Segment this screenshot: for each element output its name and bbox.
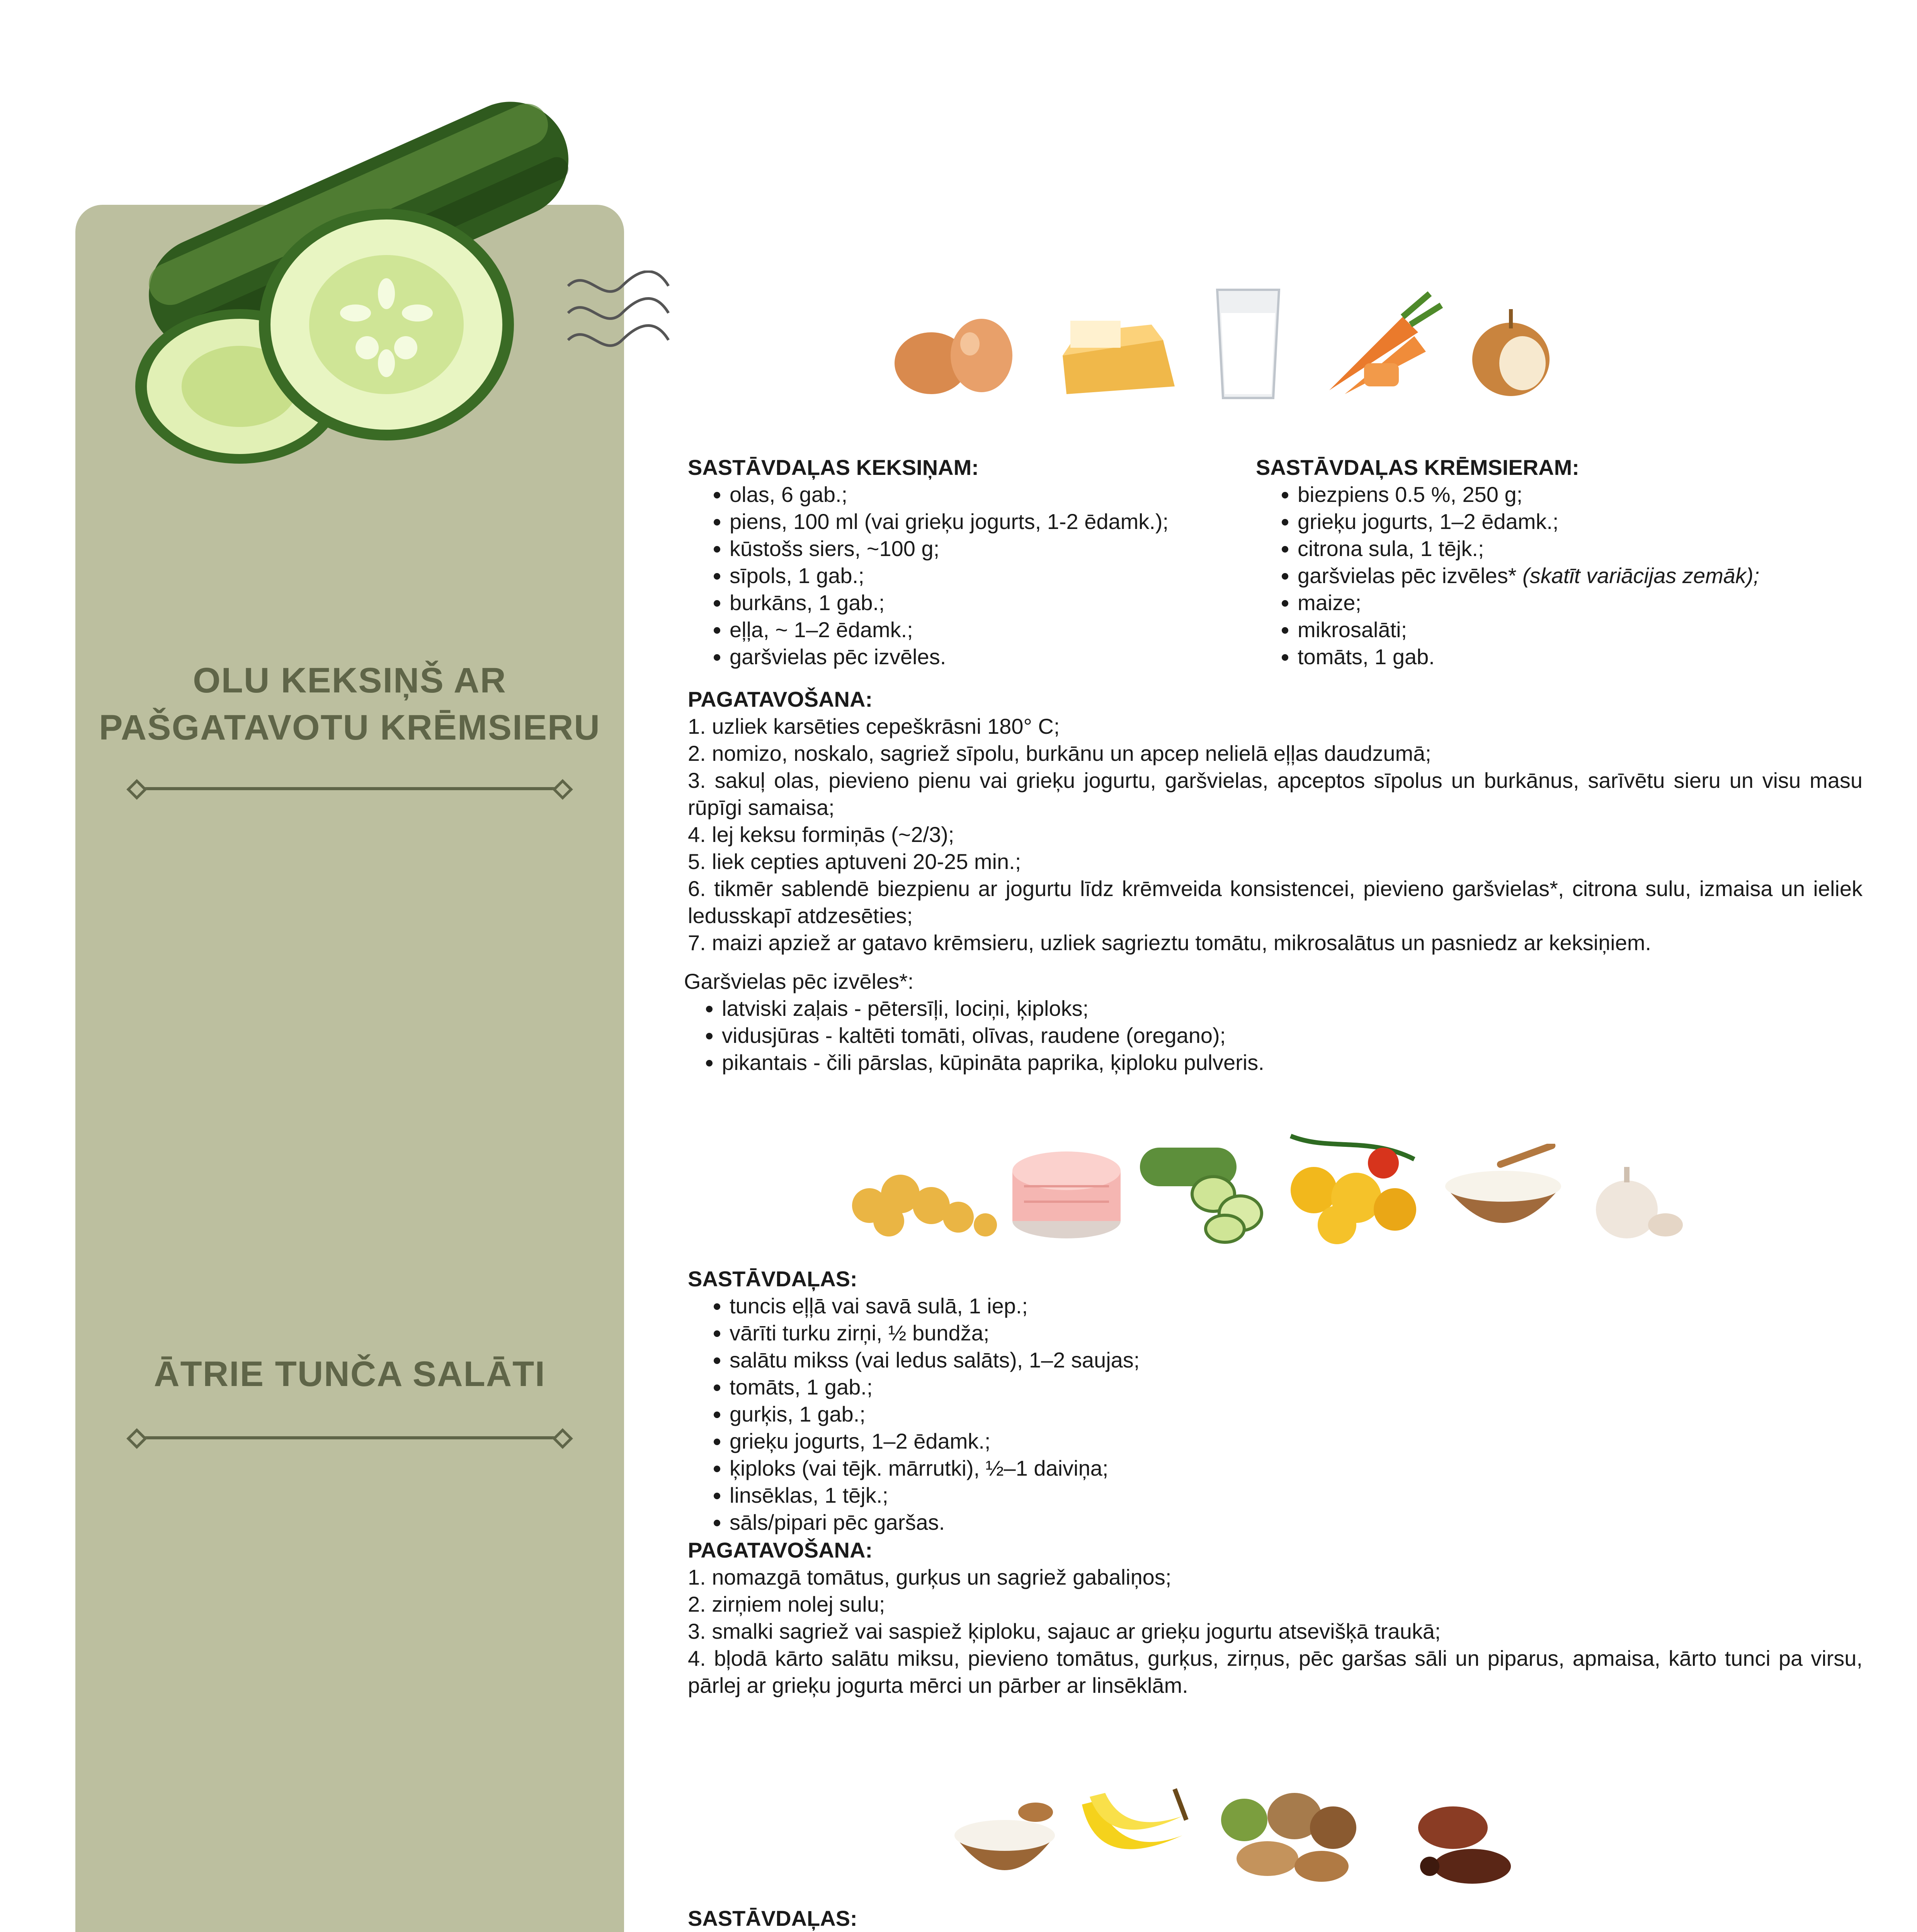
eggs-icon (889, 305, 1020, 398)
yogurt-bowl-icon (1437, 1144, 1569, 1244)
tunca-ingredients (688, 1265, 1863, 1699)
tunca-ingredient-list (688, 1293, 1863, 1536)
list-item: • tomāts, 1 gab. (1298, 643, 1893, 670)
prep-step: 7. maizi apziež ar gatavo krēmsieru, uzliek sagrieztu tomātu, mikrosalātus un pasniedz ar keksiņiem. (688, 930, 1652, 955)
keksins-ingredient-icons (889, 282, 1584, 406)
keksins-title (75, 657, 624, 751)
spice-variations (684, 968, 1859, 1076)
cream-spices: garšvielas pēc izvēles* (1298, 563, 1517, 588)
prep-step: 1. nomazgā tomātus, gurķus un sagriež gabaliņos; (688, 1565, 1172, 1589)
nuts-icon (1209, 1781, 1372, 1889)
chickpeas-icon (842, 1151, 1005, 1240)
flour-bowl-icon (947, 1789, 1063, 1886)
keksins-title-line2: PAŠGATAVOTU KRĒMSIERU (99, 708, 600, 747)
list-item: • burkāns, 1 gab.; (730, 589, 1248, 616)
bananas-icon (1074, 1774, 1190, 1882)
prep-step: 4. lej keksu formiņās (~2/3); (688, 822, 954, 847)
wave-lines-decoration (564, 270, 672, 371)
keksins-ingredients-head: SASTĀVDAĻAS KEKSIŅAM: (688, 455, 979, 480)
list-item: • sāls/pipari pēc garšas. (730, 1509, 1863, 1536)
prep-step: 3. sakuļ olas, pievieno pienu vai grieķu jogurtu, garšvielas, apceptos sīpolus un burkānus, sarīvētu sieru un visu masu rūpīgi samaisa; (688, 768, 1863, 820)
list-item: • piens, 100 ml (vai grieķu jogurts, 1-2 ēdamk.); (730, 508, 1248, 535)
keksins-ingredient-list (688, 481, 1248, 670)
prep-step: 4. bļodā kārto salātu miksu, pievieno tomātus, gurķus, zirņus, pēc garšas sāli un piparus, apmaisa, kārto tunci pa virsu, pārlej ar grieķu jogurta mērci un pārber ar linsēklām. (688, 1646, 1863, 1697)
prep-step: 2. nomizo, noskalo, sagriež sīpolu, burkānu un apcep nelielā eļļas daudzumā; (688, 741, 1431, 765)
list-item: • eļļa, ~ 1–2 ēdamk.; (730, 616, 1248, 643)
cepumi-ingredients (688, 1905, 1863, 1932)
list-item: • citrona sula, 1 tējk.; (1298, 535, 1893, 562)
spice-list (684, 995, 1859, 1076)
list-item: • tomāts, 1 gab.; (730, 1374, 1863, 1401)
list-item: • maize; (1298, 589, 1893, 616)
list-item (1298, 562, 1893, 589)
list-item: • biezpiens 0.5 %, 250 g; (1298, 481, 1893, 508)
list-item: • salātu mikss (vai ledus salāts), 1–2 saujas; (730, 1347, 1863, 1374)
tunca-ingredients-head: SASTĀVDAĻAS: (688, 1267, 857, 1291)
cream-ingredients (1256, 454, 1893, 670)
tunca-divider (129, 1430, 570, 1445)
keksins-title-line1: OLU KEKSIŅŠ AR (193, 661, 507, 700)
prep-step: 3. smalki sagriež vai saspiež ķiploku, sajauc ar grieķu jogurtu atsevišķā traukā; (688, 1619, 1441, 1643)
list-item: • latviski zaļais - pētersīļi, lociņi, ķiploks; (722, 995, 1859, 1022)
cream-ingredients-head: SASTĀVDAĻAS KRĒMSIERAM: (1256, 455, 1579, 480)
list-item: • olas, 6 gab.; (730, 481, 1248, 508)
tunca-ingredient-icons (842, 1121, 1692, 1248)
prep-step: 6. tikmēr sablendē biezpienu ar jogurtu līdz krēmveida konsistencei, pievieno garšvielas*, citrona sulu, izmaisa un ieliek ledusskapī atdzesēties; (688, 876, 1863, 928)
prep-step: 1. uzliek karsēties cepeškrāsni 180° C; (688, 714, 1060, 738)
garlic-icon (1588, 1159, 1689, 1244)
list-item: • vidusjūras - kaltēti tomāti, olīvas, raudene (oregano); (722, 1022, 1859, 1049)
list-item: • sīpols, 1 gab.; (730, 562, 1248, 589)
prep-step: 5. liek cepties aptuveni 20-25 min.; (688, 849, 1021, 874)
list-item: • ķiploks (vai tējk. mārrutki), ½–1 daiviņa; (730, 1455, 1863, 1482)
prep-step: 2. zirņiem nolej sulu; (688, 1592, 885, 1616)
carrots-icon (1314, 290, 1445, 402)
milk-glass-icon (1209, 282, 1287, 406)
spice-head: Garšvielas pēc izvēles*: (684, 969, 914, 993)
cucumber-illustration (124, 93, 618, 479)
cheese-icon (1055, 309, 1179, 398)
tuna-can-icon (1009, 1144, 1124, 1244)
list-item: • pikantais - čili pārslas, kūpināta paprika, ķiploku pulveris. (722, 1049, 1859, 1076)
keksins-preparation (688, 686, 1863, 956)
keksins-divider (129, 781, 570, 796)
cocoa-icon (1403, 1789, 1519, 1889)
list-item: • grieķu jogurts, 1–2 ēdamk.; (1298, 508, 1893, 535)
cream-ingredient-list (1256, 481, 1893, 670)
cepumi-ingredient-icons (947, 1766, 1565, 1889)
cream-spices-note: (skatīt variācijas zemāk); (1516, 563, 1760, 588)
keksins-prep-head: PAGATAVOŠANA: (688, 687, 873, 711)
list-item: • grieķu jogurts, 1–2 ēdamk.; (730, 1428, 1863, 1455)
list-item: • vārīti turku zirņi, ½ bundža; (730, 1320, 1863, 1347)
list-item: • garšvielas pēc izvēles. (730, 643, 1248, 670)
keksins-ingredients (688, 454, 1248, 670)
list-item: • kūstošs siers, ~100 g; (730, 535, 1248, 562)
tunca-title: ĀTRIE TUNČA SALĀTI (154, 1354, 546, 1394)
list-item: • tuncis eļļā vai savā sulā, 1 iep.; (730, 1293, 1863, 1320)
list-item: • gurķis, 1 gab.; (730, 1401, 1863, 1428)
tunca-prep-head: PAGATAVOŠANA: (688, 1538, 873, 1562)
list-item: • mikrosalāti; (1298, 616, 1893, 643)
cucumber-slices-icon (1132, 1136, 1271, 1244)
onion-icon (1461, 301, 1561, 402)
cepumi-ingredients-head: SASTĀVDAĻAS: (688, 1906, 857, 1930)
list-item: • linsēklas, 1 tējk.; (730, 1482, 1863, 1509)
cherry-tomatoes-icon (1283, 1121, 1422, 1248)
